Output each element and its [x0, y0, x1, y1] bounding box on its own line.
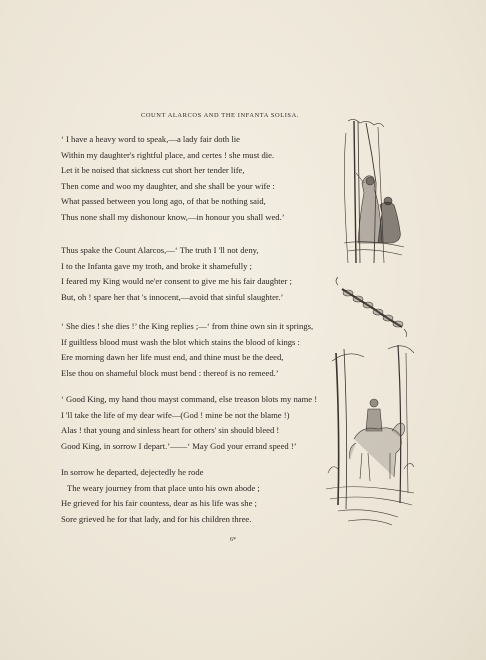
verse-line: I to the Infanta gave my troth, and broke it shamefully ; — [61, 260, 252, 271]
verse-line: I feared my King would ne'er consent to give me his fair daughter ; — [61, 276, 292, 287]
verse-line: Sore grieved he for that lady, and for his children three. — [61, 513, 252, 524]
running-header: COUNT ALARCOS AND THE INFANTA SOLISA. — [140, 112, 300, 119]
stanza-3 — [61, 319, 351, 381]
verse-line: Then come and woo my daughter, and she shall be your wife : — [61, 180, 275, 191]
page-number: 6* — [230, 537, 236, 543]
verse-line: Thus none shall my dishonour know,—in honour you shall wed.’ — [61, 211, 285, 222]
stanza-1 — [61, 132, 351, 226]
verse-line: Within my daughter's rightful place, and certes ! she must die. — [61, 149, 275, 160]
verse-line: The weary journey from that place unto his own abode ; — [67, 482, 260, 493]
verse-line: What passed between you long ago, of that be nothing said, — [61, 196, 266, 207]
verse-line: But, oh ! spare her that 's innocent,—avoid that sinful slaughter.’ — [61, 291, 284, 302]
verse-line: Ere morning dawn her life must end, and thine must be the deed, — [61, 352, 284, 363]
engraving-illustration — [318, 113, 418, 533]
verse-line: Let it be noised that sickness cut short her tender life, — [61, 165, 245, 176]
verse-line: I 'll take the life of my dear wife—(God ! mine be not the blame !) — [61, 409, 290, 420]
verse-line: Good King, in sorrow I depart.’——‘ May God your errand speed !’ — [61, 440, 297, 451]
verse-line: If guiltless blood must wash the blot which stains the blood of kings : — [61, 336, 300, 347]
verse-line: ‘ She dies ! she dies !’ the King replies ;—‘ from thine own sin it springs, — [61, 321, 314, 331]
verse-line: ‘ Good King, my hand thou mayst command, else treason blots my name ! — [61, 394, 318, 404]
stanza-5 — [61, 465, 351, 527]
verse-line: Thus spake the Count Alarcos,—‘ The truth I 'll not deny, — [61, 245, 259, 255]
ornamental-garland — [336, 277, 407, 337]
monk-and-kneeling-lady-engraving — [344, 119, 404, 263]
stanza-2 — [61, 243, 351, 305]
stanza-4 — [61, 392, 351, 454]
horseman-in-forest-engraving — [326, 345, 414, 525]
verse-line: ‘ I have a heavy word to speak,—a lady fair doth lie — [61, 134, 240, 144]
verse-line: Alas ! that young and sinless heart for others' sin should bleed ! — [61, 425, 280, 436]
verse-line: In sorrow he departed, dejectedly he rode — [61, 467, 204, 477]
verse-line: He grieved for his fair countess, dear as his life was she ; — [61, 498, 257, 509]
verse-line: Else thou on shameful block must bend : thereof is no remeed.’ — [61, 367, 279, 378]
